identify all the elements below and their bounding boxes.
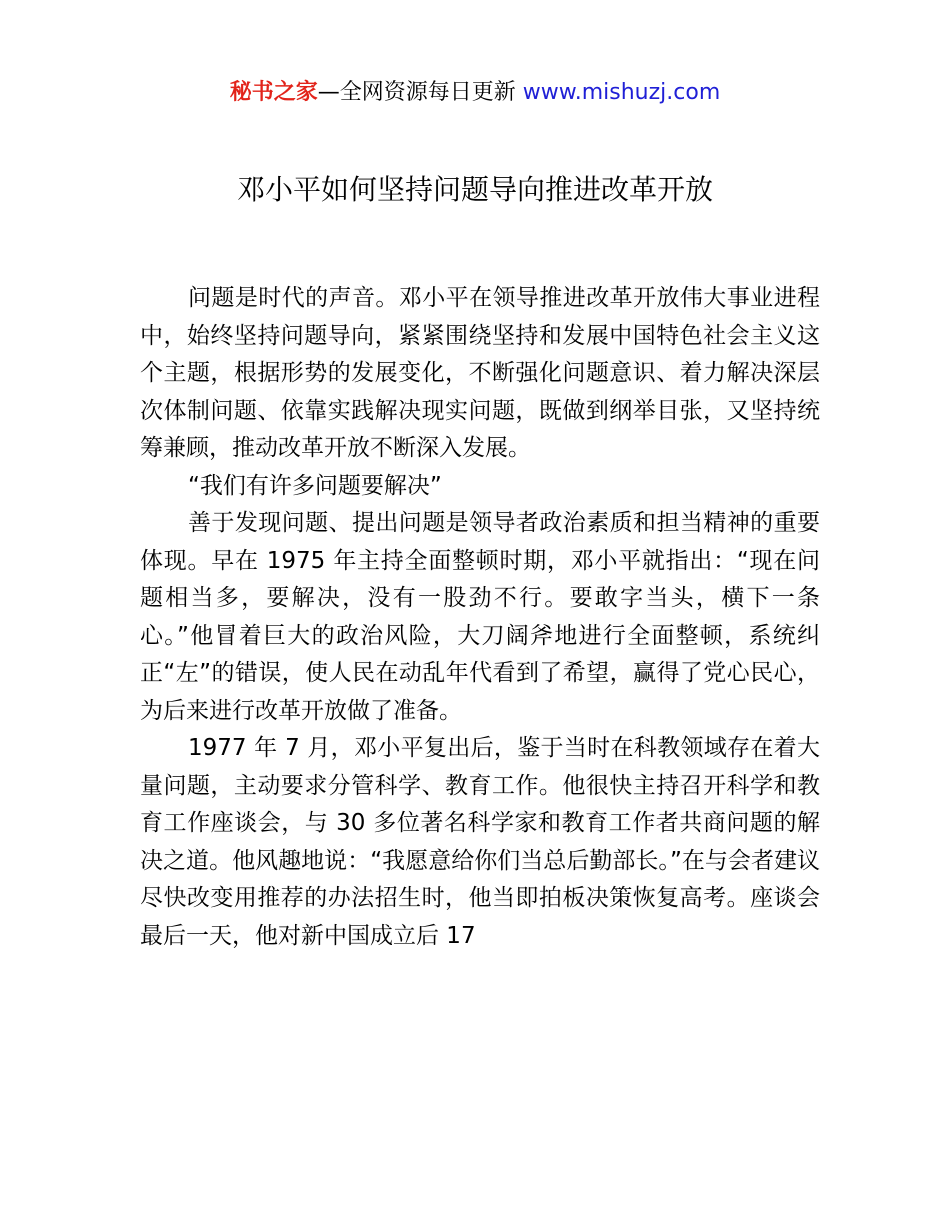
paragraph-intro: 问题是时代的声音。邓小平在领导推进改革开放伟大事业进程中，始终坚持问题导向，紧紧围绕坚持和发展中国特色社会主义这个主题，根据形势的发展变化，不断强化问题意识、着力解决深层次体制问题、依靠实践解决现实问题，既做到纲举目张，又坚持统筹兼顾，推动改革开放不断深入发展。	[140, 285, 820, 461]
site-url-link[interactable]: www.mishuzj.com	[522, 80, 721, 105]
paragraph-1977: 1977 年 7 月，邓小平复出后，鉴于当时在科教领域存在着大量问题，主动要求分管科学、教育工作。他很快主持召开科学和教育工作座谈会，与 30 多位著名科学家和教育工作者共商问题的解决之道。他风趣地说：“我愿意给你们当总后勤部长。”在与会者建议尽快改变用推荐的办法招生时，他当即拍板决策恢复高考。座谈会最后一天，他对新中国成立后 17	[140, 735, 820, 949]
document-title: 邓小平如何坚持问题导向推进改革开放	[236, 173, 713, 206]
site-brand: 秘书之家	[229, 80, 318, 105]
site-tagline: —全网资源每日更新	[317, 80, 523, 105]
paragraph-1975: 善于发现问题、提出问题是领导者政治素质和担当精神的重要体现。早在 1975 年主持全面整顿时期，邓小平就指出：“现在问题相当多，要解决，没有一股劲不行。要敢字当头，横下一条心。”他冒着巨大的政治风险，大刀阔斧地进行全面整顿，系统纠正“左”的错误，使人民在动乱年代看到了希望，赢得了党心民心，为后来进行改革开放做了准备。	[140, 510, 820, 724]
site-header	[0, 78, 950, 108]
document-body	[140, 280, 820, 955]
section-heading: “我们有许多问题要解决”	[188, 472, 442, 499]
